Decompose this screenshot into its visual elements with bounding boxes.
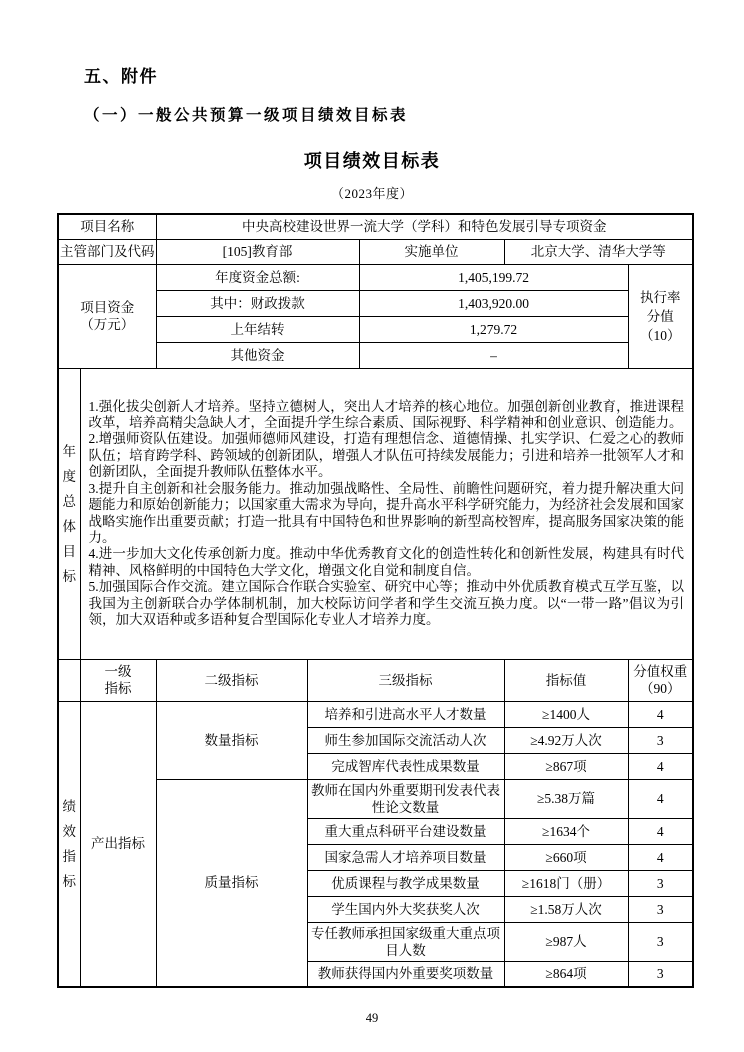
- execution-rate-line1: 执行率: [640, 289, 681, 305]
- indicator-weight: 4: [628, 701, 693, 727]
- department-value: [105]教育部: [156, 239, 359, 264]
- table-title: 项目绩效目标表: [303, 151, 441, 171]
- sub-heading: （一）一般公共预算一级项目绩效目标表: [84, 107, 409, 124]
- implement-unit-label: 实施单位: [359, 239, 504, 264]
- goal-paragraph-1: 1.强化拔尖创新人才培养。坚持立德树人，突出人才培养的核心地位。加强创新创业教育，推进课程改革，培养高精尖急缺人才，全面提升学生综合素质、国际视野、科学精神和创业意识、创造能力。: [88, 398, 685, 431]
- indicator-target: ≥660项: [504, 844, 628, 870]
- level1-group-output: 产出指标: [80, 701, 156, 987]
- indicators-label: [58, 701, 80, 987]
- annual-goals-label-text: 年度总体目标: [62, 443, 76, 584]
- indicator-target: ≥1400人: [504, 701, 628, 727]
- indicator-name: 师生参加国际交流活动人次: [307, 727, 504, 753]
- goal-paragraph-5: 5.加强国际合作交流。建立国际合作联合实验室、研究中心等；推动中外优质教育模式互学互鉴，以我国为主创新联合办学体制机制，加大校际访问学者和学生交流互换力度。以“一带一路”倡议为引领，加大双语种或多语种复合型国际化专业人才培养力度。: [88, 579, 685, 627]
- indicator-target: ≥1.58万人次: [504, 896, 628, 922]
- department-row: [58, 239, 693, 264]
- execution-rate-line3: （10）: [640, 327, 681, 343]
- indicator-target: ≥5.38万篇: [504, 779, 628, 818]
- indicator-target: ≥1634个: [504, 818, 628, 844]
- indicator-target: ≥867项: [504, 753, 628, 779]
- funding-fiscal-value: 1,403,920.00: [359, 290, 628, 316]
- annual-goals-text: [81, 395, 693, 633]
- funding-carryover-value: 1,279.72: [359, 316, 628, 342]
- goal-paragraph-4: 4.进一步加大文化传承创新力度。推动中华优秀教育文化的创造性转化和创新性发展，构建具有时代精神、风格鲜明的中国特色大学文化，增强文化自觉和制度自信。: [88, 546, 685, 578]
- funding-other-value: –: [359, 342, 628, 368]
- indicator-weight: 3: [628, 870, 693, 896]
- indicator-target: ≥1618门（册）: [504, 870, 628, 896]
- level2-group-quantity: 数量指标: [156, 701, 307, 779]
- indicator-name: 教师在国内外重要期刊发表代表性论文数量: [307, 779, 504, 818]
- funding-total-label: 年度资金总额:: [156, 264, 359, 290]
- page-number: 49: [365, 1011, 379, 1025]
- indicator-weight: 3: [628, 922, 693, 961]
- header-level1-line1: 一级: [104, 664, 132, 679]
- header-weight-line2: （90）: [640, 681, 681, 696]
- indicator-name: 重大重点科研平台建设数量: [307, 818, 504, 844]
- indicator-weight: 3: [628, 727, 693, 753]
- indicator-name: 学生国内外大奖获奖人次: [307, 896, 504, 922]
- annual-goals-cell: [80, 368, 693, 659]
- execution-rate-score: [628, 264, 693, 368]
- indicator-name: 国家急需人才培养项目数量: [307, 844, 504, 870]
- execution-rate-score-lines: [629, 288, 693, 345]
- header-level1: [80, 659, 156, 701]
- indicator-name: 完成智库代表性成果数量: [307, 753, 504, 779]
- indicator-weight: 4: [628, 753, 693, 779]
- indicator-header-spacer: [58, 659, 80, 701]
- header-level3: 三级指标: [307, 659, 504, 701]
- indicator-name: 教师获得国内外重要奖项数量: [307, 961, 504, 987]
- indicator-row-1: [58, 701, 693, 727]
- indicator-name: 培养和引进高水平人才数量: [307, 701, 504, 727]
- header-level1-line2: 指标: [104, 681, 132, 696]
- indicator-weight: 4: [628, 818, 693, 844]
- project-name-value: 中央高校建设世界一流大学（学科）和特色发展引导专项资金: [156, 214, 693, 239]
- header-weight: [628, 659, 693, 701]
- goal-paragraph-3: 3.提升自主创新和社会服务能力。推动加强战略性、全局性、前瞻性问题研究，着力提升解决重大问题能力和原始创新能力；以国家重大需求为导向，提升高水平科学研究能力，为经济社会发展和国家战略实施作出重要贡献；打造一批具有中国特色和世界影响的新型高校智库，提高服务国家决策的能力。: [88, 480, 685, 545]
- indicator-name: 专任教师承担国家级重大重点项目人数: [307, 922, 504, 961]
- annual-goals-row: [58, 368, 693, 659]
- goal-paragraph-2: 2.增强师资队伍建设。加强师德师风建设，打造有理想信念、道德情操、扎实学识、仁爱之心的教师队伍；培育跨学科、跨领域的创新团队，增强人才队伍可持续发展能力；引进和培养一批领军人才和创新团队，全面提升教师队伍整体水平。: [88, 431, 685, 480]
- department-label: 主管部门及代码: [58, 239, 156, 264]
- indicator-target: ≥987人: [504, 922, 628, 961]
- header-weight-line1: 分值权重: [633, 664, 688, 679]
- indicators-label-text: 绩效指标: [62, 798, 76, 889]
- funding-carryover-label: 上年结转: [156, 316, 359, 342]
- table-subtitle: （2023年度）: [330, 186, 413, 201]
- project-name-row: [58, 214, 693, 239]
- header-target-value: 指标值: [504, 659, 628, 701]
- indicator-header-row: [58, 659, 693, 701]
- indicator-target: ≥864项: [504, 961, 628, 987]
- execution-rate-line2: 分值: [646, 308, 674, 324]
- funding-fiscal-label: 其中：财政拨款: [156, 290, 359, 316]
- section-heading: 五、附件: [84, 67, 158, 86]
- funding-row-total: [58, 264, 693, 290]
- funding-label-line1: 项目资金: [80, 300, 135, 315]
- performance-target-table: [57, 213, 694, 988]
- indicator-weight: 3: [628, 896, 693, 922]
- annual-goals-label: [58, 368, 80, 659]
- level2-group-quality: 质量指标: [156, 779, 307, 987]
- indicator-weight: 3: [628, 961, 693, 987]
- indicator-target: ≥4.92万人次: [504, 727, 628, 753]
- funding-label: [58, 264, 156, 368]
- implement-unit-value: 北京大学、清华大学等: [504, 239, 693, 264]
- indicator-weight: 4: [628, 844, 693, 870]
- header-level2: 二级指标: [156, 659, 307, 701]
- indicator-weight: 4: [628, 779, 693, 818]
- indicator-name: 优质课程与教学成果数量: [307, 870, 504, 896]
- funding-label-line2: （万元）: [80, 317, 135, 332]
- funding-total-value: 1,405,199.72: [359, 264, 628, 290]
- funding-other-label: 其他资金: [156, 342, 359, 368]
- project-name-label: 项目名称: [58, 214, 156, 239]
